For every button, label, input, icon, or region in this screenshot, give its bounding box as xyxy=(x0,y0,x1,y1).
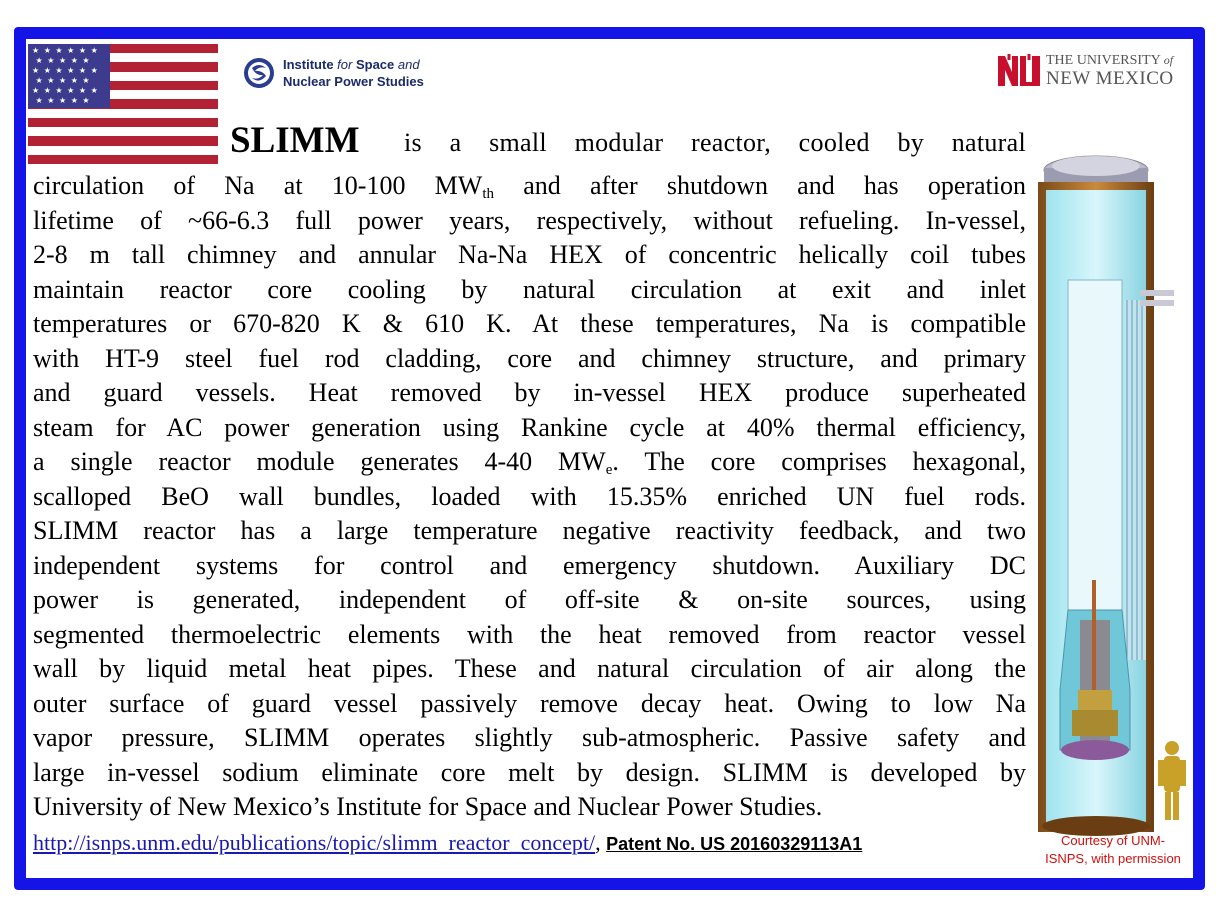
body-text-line: scalloped BeO wall bundles, loaded with 15.35% enriched UN fuel rods. xyxy=(33,481,1026,511)
body-text-line: power is generated, independent of off-site & on-site sources, using xyxy=(33,585,1026,614)
body-text-line: large in-vessel sodium eliminate core melt by design. SLIMM is developed by xyxy=(33,757,1026,787)
isnps-logo: Institute for Space and Nuclear Power Studies xyxy=(242,54,472,94)
body-text-line: and guard vessels. Heat removed by in-vessel HEX produce superheated xyxy=(33,378,1026,407)
us-flag-image: ★ ★ ★ ★ ★ ★ ★ ★ ★ ★ ★ ★ ★ ★ ★ ★ ★ ★ ★ ★ ★ ★ ★ ★ ★ ★ ★ ★ ★ ★ ★ ★ ★ xyxy=(28,44,218,164)
slimm-title: SLIMM xyxy=(230,120,360,161)
isnps-emblem-icon xyxy=(242,56,276,90)
patent-number: Patent No. US 20160329113A1 xyxy=(606,834,863,854)
unm-logo: THE UNIVERSITY of NEW MEXICO xyxy=(996,52,1186,92)
body-text-line: a single reactor module generates 4-40 $MW_e$. The core comprises hexagonal, xyxy=(33,447,1026,478)
slimm-concept-link[interactable]: http://isnps.unm.edu/publications/topic/slimm_reactor_concept/ xyxy=(33,830,596,855)
reference-row: http://isnps.unm.edu/publications/topic/slimm_reactor_concept/, Patent No. US 20160329113A1 xyxy=(33,830,863,855)
body-text-line: SLIMM reactor has a large temperature negative reactivity feedback, and two xyxy=(33,516,1026,545)
image-credit: Courtesy of UNM- ISNPS, with permission xyxy=(1045,833,1181,866)
body-text-line: wall by liquid metal heat pipes. These and natural circulation of air along the xyxy=(33,654,1026,683)
description-paragraph xyxy=(33,169,1026,825)
body-text-line: circulation of Na at 10-100 $MW_{th}$ and after shutdown and has operation xyxy=(33,171,1026,202)
unm-monogram-icon xyxy=(996,52,1042,88)
body-text-line: with HT-9 steel fuel rod cladding, core and chimney structure, and primary xyxy=(33,343,1026,373)
body-text-line: vapor pressure, SLIMM operates slightly sub-atmospheric. Passive safety and xyxy=(33,723,1026,752)
body-text-line: University of New Mexico’s Institute for Space and Nuclear Power Studies. xyxy=(33,792,823,821)
body-text-line: outer surface of guard vessel passively remove decay heat. Owing to low Na xyxy=(33,688,1026,718)
body-text-line: maintain reactor core cooling by natural circulation at exit and inlet xyxy=(33,274,1026,304)
body-text-line: 2-8 m tall chimney and annular Na-Na HEX of concentric helically coil tubes xyxy=(33,240,1026,269)
body-text-line: steam for AC power generation using Rankine cycle at 40% thermal efficiency, xyxy=(33,412,1026,442)
body-text-line-1: is a small modular reactor, cooled by natural xyxy=(404,128,1026,157)
body-text-line: temperatures or 670-820 K & 610 K. At these temperatures, Na is compatible xyxy=(33,309,1026,338)
body-text-line: segmented thermoelectric elements with the heat removed from reactor vessel xyxy=(33,619,1026,649)
body-text-line: independent systems for control and emergency shutdown. Auxiliary DC xyxy=(33,550,1026,580)
reactor-cutaway-image xyxy=(1032,150,1192,850)
body-text-line: lifetime of ~66-6.3 full power years, respectively, without refueling. In-vessel, xyxy=(33,205,1026,235)
